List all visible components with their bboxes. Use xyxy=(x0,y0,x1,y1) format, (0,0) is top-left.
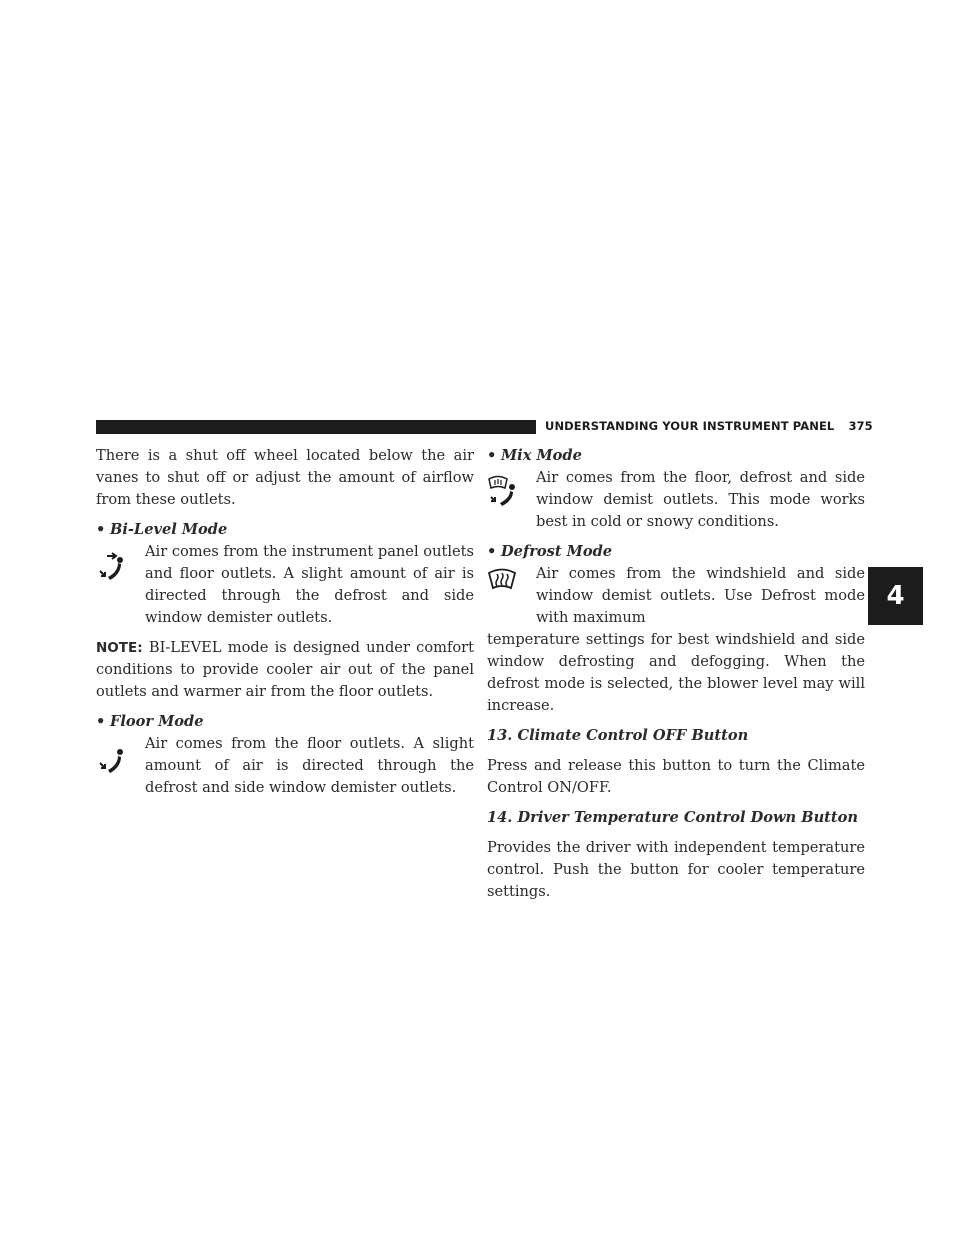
section-13-text: Press and release this button to turn the Climate Control ON/OFF. xyxy=(487,757,865,796)
header-rule xyxy=(96,420,536,434)
mix-mode-icon xyxy=(487,473,521,507)
running-header xyxy=(545,419,873,433)
left-column xyxy=(96,445,474,799)
mix-title: Mix Mode xyxy=(501,447,582,464)
defrost-mode xyxy=(487,563,865,629)
floor-heading xyxy=(96,711,474,733)
defrost-title: Defrost Mode xyxy=(501,543,613,560)
defrost-mode-icon xyxy=(487,566,521,600)
floor-mode-icon xyxy=(96,743,130,777)
bullet-dot: • xyxy=(96,521,106,538)
bi-level-title: Bi-Level Mode xyxy=(110,521,228,538)
section-14-title: 14. Driver Temperature Control Down Button xyxy=(487,809,859,826)
defrost-description-indented: Air comes from the windshield and side window demist outlets. Use Defrost mode with maximum xyxy=(536,565,865,626)
page-number: 375 xyxy=(848,419,873,433)
bi-level-heading xyxy=(96,519,474,541)
intro-paragraph: There is a shut off wheel located below the air vanes to shut off or adjust the amount of airflow from these outlets. xyxy=(96,447,474,508)
note-label: NOTE: xyxy=(96,640,143,656)
section-title: UNDERSTANDING YOUR INSTRUMENT PANEL xyxy=(545,419,835,433)
bullet-dot: • xyxy=(96,713,106,730)
bi-level-description: Air comes from the instrument panel outlets and floor outlets. A slight amount of air is directed through the defrost and side window demister outlets. xyxy=(145,543,474,626)
defrost-heading xyxy=(487,541,865,563)
floor-description: Air comes from the floor outlets. A slight amount of air is directed through the defrost and side window demister outlets. xyxy=(145,735,474,796)
floor-mode xyxy=(96,733,474,799)
defrost-description-full: temperature settings for best windshield and side window defrosting and defogging. When the defrost mode is selected, the blower level may will increase. xyxy=(487,631,865,714)
note-paragraph xyxy=(96,637,474,703)
mix-heading xyxy=(487,445,865,467)
bullet-dot: • xyxy=(487,543,497,560)
right-column xyxy=(487,445,865,903)
bi-level-mode-icon xyxy=(96,549,130,583)
note-text: BI-LEVEL mode is designed under comfort conditions to provide cooler air out of the panel outlets and warmer air from the floor outlets. xyxy=(96,639,474,700)
mix-mode xyxy=(487,467,865,533)
section-13-title: 13. Climate Control OFF Button xyxy=(487,727,749,744)
bullet-dot: • xyxy=(487,447,497,464)
floor-title: Floor Mode xyxy=(110,713,204,730)
bi-level-mode xyxy=(96,541,474,629)
chapter-tab: 4 xyxy=(868,567,923,625)
section-14-text: Provides the driver with independent temperature control. Push the button for cooler temperature settings. xyxy=(487,839,865,900)
mix-description: Air comes from the floor, defrost and side window demist outlets. This mode works best in cold or snowy conditions. xyxy=(536,469,865,530)
